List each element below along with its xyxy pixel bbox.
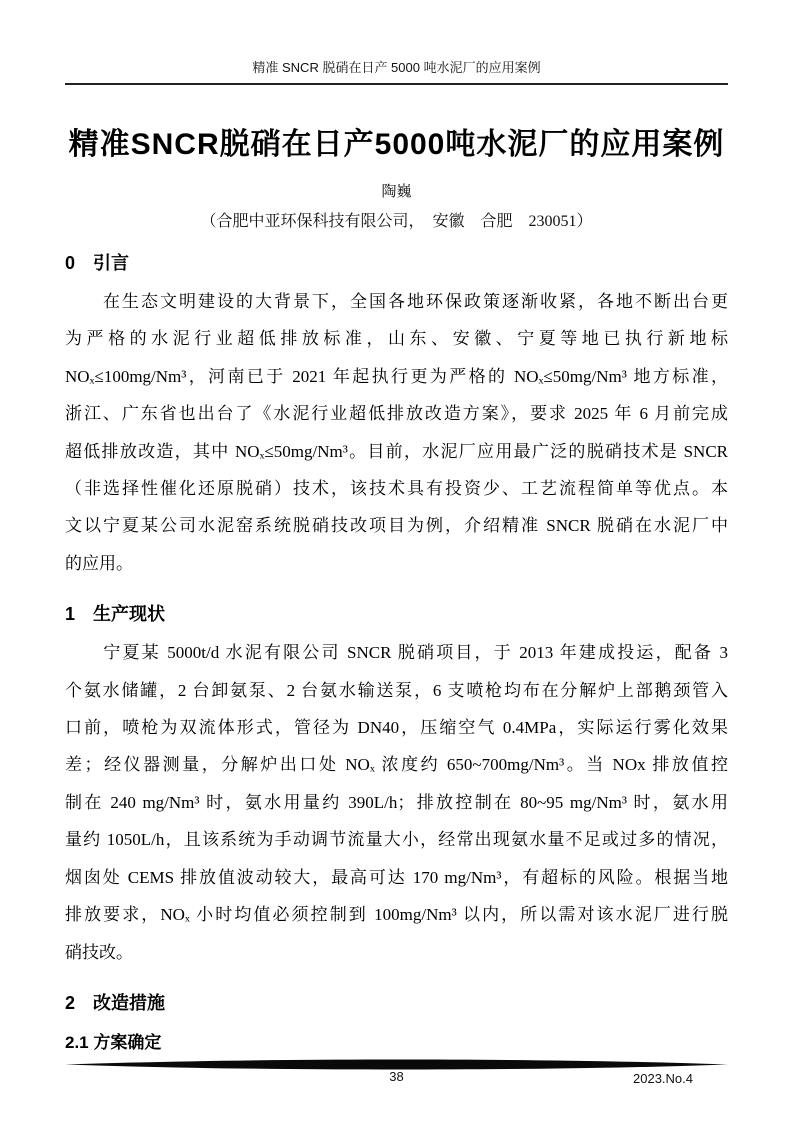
body-line: 文以宁夏某公司水泥窑系统脱硝技改项目为例，介绍精准 SNCR 脱硝在水泥厂中 bbox=[65, 516, 728, 536]
production-paragraph bbox=[65, 634, 728, 971]
body-line: 口前，喷枪为双流体形式，管径为 DN40，压缩空气 0.4MPa，实际运行雾化效果 bbox=[65, 718, 728, 738]
footer bbox=[65, 1069, 728, 1089]
intro-paragraph bbox=[65, 283, 728, 582]
section-heading-intro: 0 引言 bbox=[65, 253, 130, 273]
body-line: 硝技改。 bbox=[65, 942, 133, 962]
section-heading-production: 1 生产现状 bbox=[65, 604, 166, 625]
body-line: 排放要求，NOₓ 小时均值必须控制到 100mg/Nm³ 以内，所以需对该水泥厂进行脱 bbox=[65, 905, 728, 925]
section-heading-measures: 2 改造措施 bbox=[65, 992, 166, 1013]
page-content bbox=[65, 0, 728, 1056]
running-header: 精准 SNCR 脱硝在日产 5000 吨水泥厂的应用案例 bbox=[65, 0, 728, 85]
body-line: 浙江、广东省也出台了《水泥行业超低排放改造方案》，要求 2025 年 6 月前完成 bbox=[65, 404, 728, 424]
body-line: 的应用。 bbox=[65, 553, 133, 573]
body-line: 超低排放改造，其中 NOₓ≤50mg/Nm³。目前，水泥厂应用最广泛的脱硝技术是 SNCR bbox=[65, 441, 728, 461]
body-line: 在生态文明建设的大背景下，全国各地环保政策逐渐收紧，各地不断出台更 bbox=[65, 292, 728, 311]
body-line: 差；经仪器测量，分解炉出口处 NOₓ 浓度约 650~700mg/Nm³。当 NOx 排放值控 bbox=[65, 755, 728, 775]
issue-number: 2023.No.4 bbox=[633, 1071, 693, 1086]
body-line: 制在 240 mg/Nm³ 时，氨水用量约 390L/h；排放控制在 80~95 mg/Nm³ 时，氨水用 bbox=[65, 792, 728, 812]
body-line: 个氨水储罐，2 台卸氨泵、2 台氨水输送泵，6 支喷枪均布在分解炉上部鹅颈管入 bbox=[65, 680, 728, 700]
body-line: 为严格的水泥行业超低排放标准，山东、安徽、宁夏等地已执行新地标 bbox=[65, 329, 728, 349]
section-heading-plan: 2.1 方案确定 bbox=[65, 1032, 162, 1052]
page-number: 38 bbox=[389, 1069, 404, 1084]
body-line: 烟囱处 CEMS 排放值波动较大，最高可达 170 mg/Nm³，有超标的风险。根据当地 bbox=[65, 867, 728, 887]
body-line: 量约 1050L/h，且该系统为手动调节流量大小，经常出现氨水量不足或过多的情况， bbox=[65, 830, 728, 850]
author-affiliation: （合肥中亚环保科技有限公司， 安徽 合肥 230051） bbox=[200, 213, 593, 230]
body-line: （非选择性催化还原脱硝）技术，该技术具有投资少、工艺流程简单等优点。本 bbox=[65, 479, 728, 499]
footer-rule bbox=[65, 1057, 728, 1068]
body-line: 宁夏某 5000t/d 水泥有限公司 SNCR 脱硝项目，于 2013 年建成投运，配备 3 bbox=[65, 643, 728, 663]
author-name: 陶巍 bbox=[381, 184, 412, 200]
page-title: 精准SNCR脱硝在日产5000吨水泥厂的应用案例 bbox=[68, 128, 725, 161]
body-line: NOₓ≤100mg/Nm³，河南已于 2021 年起执行更为严格的 NOₓ≤50mg/Nm³ 地方标准， bbox=[65, 366, 728, 386]
